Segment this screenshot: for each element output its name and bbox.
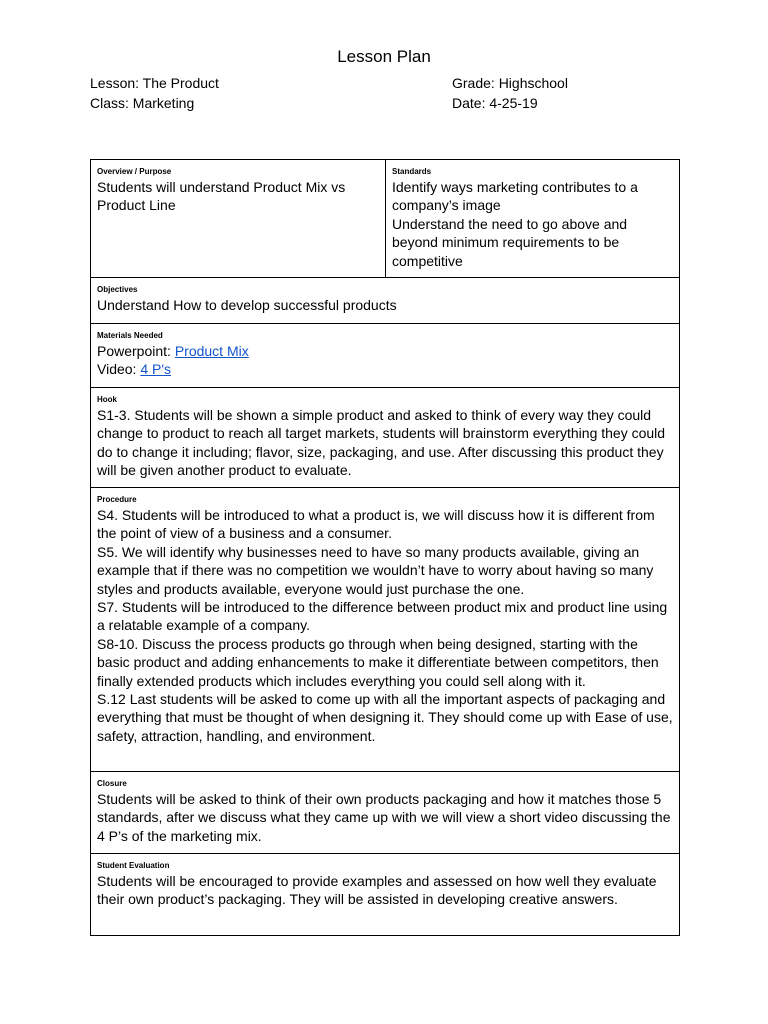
class-name: Class: Marketing <box>90 95 195 111</box>
lesson-plan-table <box>90 159 680 936</box>
procedure-step: S8-10. Discuss the process products go through when being designed, starting with the basic product and adding enhancements to make it differentiate between competitors, then finally extended products which includes everything you could sell along with it. <box>97 635 659 689</box>
evaluation-label: Student Evaluation <box>97 861 170 870</box>
overview-label: Overview / Purpose <box>97 167 172 176</box>
procedure-step: S.12 Last students will be asked to come up with all the important aspects of packaging and everything that must be thought of when designing it. They should come up with Ease of use, safety, attraction, handling, and environment. <box>97 691 673 744</box>
four-ps-video-link[interactable]: 4 P's <box>140 361 172 378</box>
standards-list <box>392 178 673 270</box>
procedure-steps <box>97 506 673 745</box>
lesson-date: Date: 4-25-19 <box>452 95 538 111</box>
powerpoint-prefix: Powerpoint: <box>97 343 175 359</box>
grade-level: Grade: Highschool <box>452 75 568 91</box>
hook-text: S1-3. Students will be shown a simple product and asked to think of every way they could change to product to reach all target markets, students will brainstorm everything they could do to change it including; flavor, size, packaging, and use. After discussing this product they will be given another product to evaluate. <box>97 407 666 479</box>
procedure-cell <box>91 488 680 772</box>
standards-cell <box>386 160 680 278</box>
evaluation-text: Students will be encouraged to provide examples and assessed on how well they evaluate their own product’s packaging. They will be assisted in developing creative answers. <box>97 873 657 908</box>
standard-item: Identify ways marketing contributes to a company’s image <box>392 179 638 214</box>
procedure-step: S4. Students will be introduced to what a product is, we will discuss how it is different from the point of view of a business and a consumer. <box>97 507 655 542</box>
closure-text: Students will be asked to think of their own products packaging and how it matches those 5 standards, after we discuss what they came up with we will view a short video discussing the 4 P’s of the marketing mix. <box>97 791 671 844</box>
procedure-step: S5. We will identify why businesses need to have so many products available, giving an example that if there was no competition we wouldn’t have to worry about having so many styles and products available, everyone would just purchase the one. <box>97 543 654 597</box>
objectives-cell <box>91 278 680 324</box>
materials-list <box>97 342 673 379</box>
materials-row <box>91 324 680 388</box>
objectives-label: Objectives <box>97 285 138 294</box>
materials-cell <box>91 324 680 388</box>
materials-label: Materials Needed <box>97 331 163 340</box>
closure-cell <box>91 772 680 854</box>
procedure-row <box>91 488 680 772</box>
overview-cell <box>91 160 386 278</box>
lesson-name: Lesson: The Product <box>90 75 219 91</box>
closure-label: Closure <box>97 779 127 788</box>
hook-row <box>91 388 680 488</box>
objectives-row <box>91 278 680 324</box>
closure-row <box>91 772 680 854</box>
evaluation-cell <box>91 854 680 936</box>
product-mix-link[interactable]: Product Mix <box>174 343 249 359</box>
evaluation-row <box>91 854 680 936</box>
video-prefix: Video: <box>97 361 141 378</box>
procedure-step: S7. Students will be introduced to the difference between product mix and product line using a relatable example of a company. <box>97 599 668 634</box>
standard-item: Understand the need to go above and beyond minimum requirements to be competitive <box>392 215 628 269</box>
document-title: Lesson Plan <box>337 47 431 66</box>
powerpoint-line <box>97 342 673 360</box>
video-line <box>97 360 673 378</box>
standards-label: Standards <box>392 167 432 176</box>
objectives-text: Understand How to develop successful products <box>97 297 397 313</box>
overview-standards-row <box>91 160 680 278</box>
overview-text: Students will understand Product Mix vs Product Line <box>97 179 346 214</box>
hook-label: Hook <box>97 395 117 404</box>
procedure-label: Procedure <box>97 495 137 504</box>
hook-cell <box>91 388 680 488</box>
